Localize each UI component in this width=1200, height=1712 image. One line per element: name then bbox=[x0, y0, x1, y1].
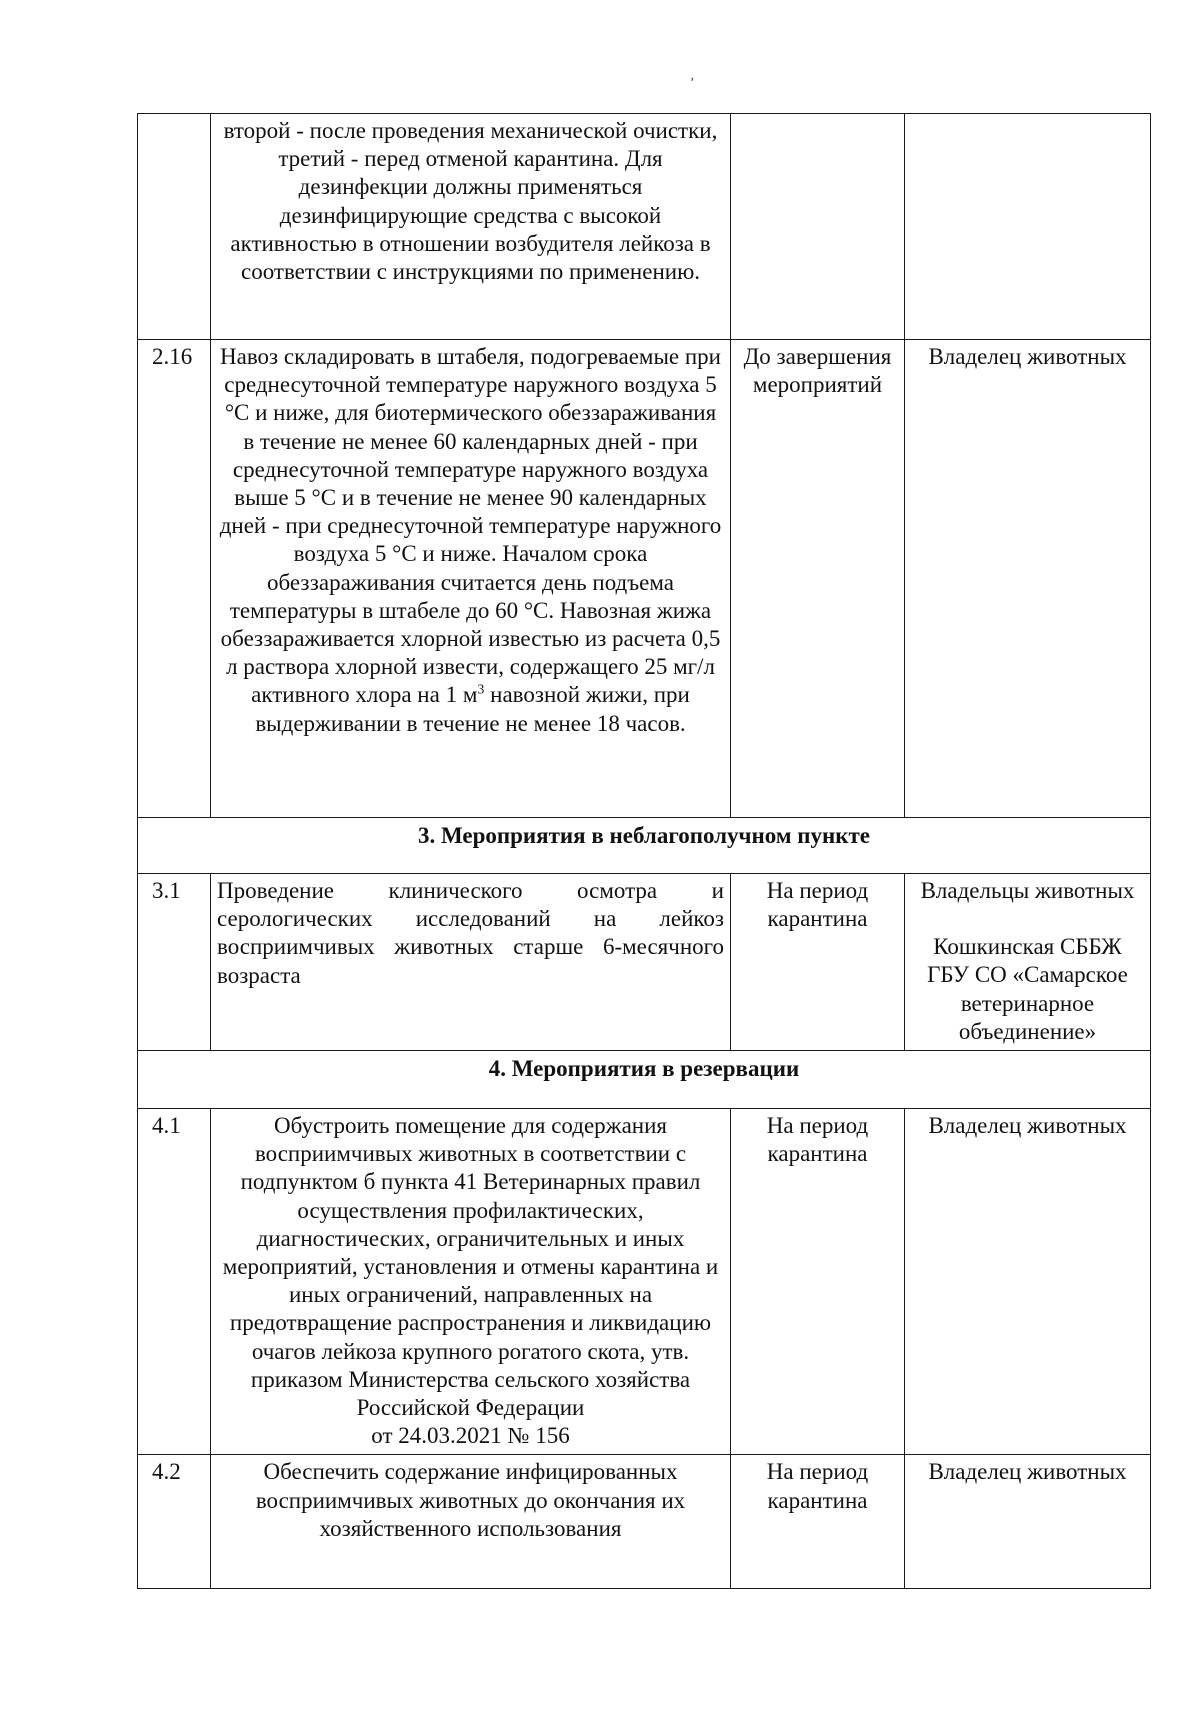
term-cell: До завершения мероприятий bbox=[731, 340, 905, 818]
term-cell: На период карантина bbox=[731, 1455, 905, 1589]
measure-text: Проведение клинического осмотра и серологических исследований на лейкоз восприимчивых животных старше 6-месячного возраста bbox=[211, 874, 731, 1051]
measure-text bbox=[211, 1109, 731, 1455]
superscript-cubic: 3 bbox=[477, 682, 485, 698]
row-number: 3.1 bbox=[138, 874, 211, 1051]
spacer bbox=[911, 905, 1144, 933]
responsible-cell bbox=[905, 874, 1151, 1051]
row-number bbox=[138, 114, 211, 340]
table-row bbox=[138, 340, 1151, 818]
responsible-cell bbox=[905, 114, 1151, 340]
row-number: 4.2 bbox=[138, 1455, 211, 1589]
responsible-owners: Владельцы животных bbox=[920, 878, 1135, 903]
measure-text: Обеспечить содержание инфицированных восприимчивых животных до окончания их хозяйственного использования bbox=[211, 1455, 731, 1589]
measure-text-body: Обустроить помещение для содержания восприимчивых животных в соответствии с подпунктом б пункта 41 Ветеринарных правил осуществления профилактических, диагностических, ограничительных и иных мероприятий, установления и отмены карантина и иных ограничений, направленных на предотвращение распространения и ликвидацию очагов лейкоза крупного рогатого скота, утв. приказом Министерства сельского хозяйства Российской Федерации bbox=[222, 1113, 719, 1421]
table-row bbox=[138, 1455, 1151, 1589]
measure-text: второй - после проведения механической очистки, третий - перед отменой карантина. Для дезинфекции должны применяться дезинфицирующие средства с высокой активностью в отношении возбудителя лейкоза в соответствии с инструкциями по применению. bbox=[211, 114, 731, 340]
section-title: 4. Мероприятия в резервации bbox=[138, 1051, 1151, 1109]
term-cell: На период карантина bbox=[731, 874, 905, 1051]
plan-table bbox=[137, 113, 1151, 1589]
measure-text-part1: Навоз складировать в штабеля, подогреваемые при среднесуточной температуре наружного воздуха 5 °С и ниже, для биотермического обеззараживания в течение не менее 60 календарных дней - при среднесуточной температуре наружного воздуха выше 5 °С и в течение не менее 90 календарных дней - при среднесуточной температуре наружного воздуха 5 °С и ниже. Началом срока обеззараживания считается день подъема температуры в штабеле до 60 °С. Навозная жижа обеззараживается хлорной известью из расчета 0,5 л раствора хлорной извести, содержащего 25 мг/л активного хлора на 1 м bbox=[219, 344, 722, 708]
scan-mark: ʼ bbox=[690, 76, 695, 92]
responsible-cell: Владелец животных bbox=[905, 1455, 1151, 1589]
measure-text bbox=[211, 340, 731, 818]
section-row bbox=[138, 818, 1151, 874]
measure-text-part2: навозной жижи, при выдерживании в течение не менее 18 часов. bbox=[255, 682, 690, 736]
term-cell bbox=[731, 114, 905, 340]
table-row bbox=[138, 1109, 1151, 1455]
term-cell: На период карантина bbox=[731, 1109, 905, 1455]
responsible-cell: Владелец животных bbox=[905, 340, 1151, 818]
row-number: 2.16 bbox=[138, 340, 211, 818]
table-row bbox=[138, 114, 1151, 340]
section-row bbox=[138, 1051, 1151, 1109]
table-row bbox=[138, 874, 1151, 1051]
order-date-line: от 24.03.2021 № 156 bbox=[371, 1423, 570, 1449]
responsible-vet-station: Кошкинская СББЖ ГБУ СО «Самарское ветеринарное объединение» bbox=[927, 934, 1128, 1044]
row-number: 4.1 bbox=[138, 1109, 211, 1455]
responsible-cell: Владелец животных bbox=[905, 1109, 1151, 1455]
section-title: 3. Мероприятия в неблагополучном пункте bbox=[138, 818, 1151, 874]
